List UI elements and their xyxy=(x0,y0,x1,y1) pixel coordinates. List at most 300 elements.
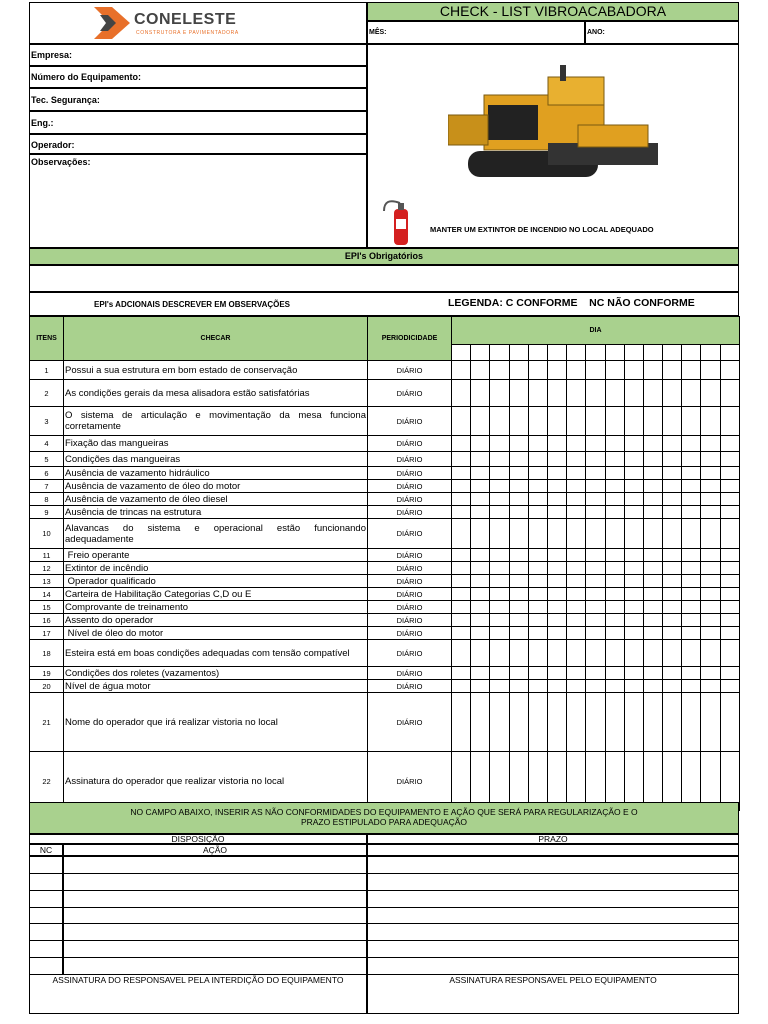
day-check-cell[interactable] xyxy=(624,667,643,680)
day-check-cell[interactable] xyxy=(567,452,586,467)
day-check-cell[interactable] xyxy=(452,452,471,467)
day-check-cell[interactable] xyxy=(701,614,720,627)
day-check-cell[interactable] xyxy=(624,601,643,614)
day-cell[interactable] xyxy=(452,345,471,361)
day-check-cell[interactable] xyxy=(567,575,586,588)
day-check-cell[interactable] xyxy=(682,588,701,601)
day-check-cell[interactable] xyxy=(547,693,566,752)
day-cell[interactable] xyxy=(547,345,566,361)
day-check-cell[interactable] xyxy=(624,575,643,588)
day-check-cell[interactable] xyxy=(509,493,528,506)
day-check-cell[interactable] xyxy=(701,680,720,693)
day-check-cell[interactable] xyxy=(643,480,662,493)
day-check-cell[interactable] xyxy=(701,549,720,562)
day-check-cell[interactable] xyxy=(624,588,643,601)
day-check-cell[interactable] xyxy=(490,493,509,506)
day-check-cell[interactable] xyxy=(471,436,490,452)
day-check-cell[interactable] xyxy=(528,493,547,506)
day-check-cell[interactable] xyxy=(567,549,586,562)
day-check-cell[interactable] xyxy=(490,549,509,562)
day-check-cell[interactable] xyxy=(528,640,547,667)
day-check-cell[interactable] xyxy=(452,480,471,493)
day-check-cell[interactable] xyxy=(509,680,528,693)
day-check-cell[interactable] xyxy=(471,575,490,588)
day-check-cell[interactable] xyxy=(567,627,586,640)
day-check-cell[interactable] xyxy=(509,519,528,549)
action-cell[interactable] xyxy=(63,890,367,908)
day-check-cell[interactable] xyxy=(605,588,624,601)
day-check-cell[interactable] xyxy=(605,436,624,452)
day-check-cell[interactable] xyxy=(586,506,605,519)
day-check-cell[interactable] xyxy=(509,506,528,519)
nc-cell[interactable] xyxy=(29,907,63,925)
day-check-cell[interactable] xyxy=(528,614,547,627)
nc-cell[interactable] xyxy=(29,923,63,941)
day-check-cell[interactable] xyxy=(528,588,547,601)
day-check-cell[interactable] xyxy=(567,519,586,549)
day-check-cell[interactable] xyxy=(547,575,566,588)
day-check-cell[interactable] xyxy=(490,452,509,467)
day-check-cell[interactable] xyxy=(663,407,682,436)
deadline-cell[interactable] xyxy=(367,940,739,958)
day-check-cell[interactable] xyxy=(643,361,662,380)
day-check-cell[interactable] xyxy=(720,549,739,562)
day-check-cell[interactable] xyxy=(701,380,720,407)
day-check-cell[interactable] xyxy=(452,467,471,480)
day-check-cell[interactable] xyxy=(471,549,490,562)
day-check-cell[interactable] xyxy=(605,467,624,480)
day-check-cell[interactable] xyxy=(586,693,605,752)
day-check-cell[interactable] xyxy=(509,667,528,680)
day-check-cell[interactable] xyxy=(643,407,662,436)
day-check-cell[interactable] xyxy=(624,562,643,575)
day-check-cell[interactable] xyxy=(471,467,490,480)
action-cell[interactable] xyxy=(63,957,367,975)
day-check-cell[interactable] xyxy=(624,627,643,640)
day-check-cell[interactable] xyxy=(528,693,547,752)
day-check-cell[interactable] xyxy=(720,380,739,407)
day-check-cell[interactable] xyxy=(605,506,624,519)
day-check-cell[interactable] xyxy=(509,407,528,436)
day-check-cell[interactable] xyxy=(605,601,624,614)
day-check-cell[interactable] xyxy=(567,601,586,614)
day-check-cell[interactable] xyxy=(490,614,509,627)
day-check-cell[interactable] xyxy=(490,693,509,752)
day-check-cell[interactable] xyxy=(452,436,471,452)
day-check-cell[interactable] xyxy=(547,588,566,601)
day-check-cell[interactable] xyxy=(643,467,662,480)
day-check-cell[interactable] xyxy=(509,361,528,380)
day-check-cell[interactable] xyxy=(528,667,547,680)
day-check-cell[interactable] xyxy=(586,407,605,436)
day-check-cell[interactable] xyxy=(605,407,624,436)
day-check-cell[interactable] xyxy=(586,480,605,493)
signature-left[interactable] xyxy=(29,974,367,1014)
day-check-cell[interactable] xyxy=(624,361,643,380)
day-check-cell[interactable] xyxy=(624,407,643,436)
day-check-cell[interactable] xyxy=(471,627,490,640)
day-check-cell[interactable] xyxy=(701,519,720,549)
day-check-cell[interactable] xyxy=(452,680,471,693)
day-check-cell[interactable] xyxy=(547,380,566,407)
day-check-cell[interactable] xyxy=(586,640,605,667)
day-check-cell[interactable] xyxy=(567,493,586,506)
day-cell[interactable] xyxy=(663,345,682,361)
day-check-cell[interactable] xyxy=(471,614,490,627)
day-check-cell[interactable] xyxy=(624,452,643,467)
day-cell[interactable] xyxy=(624,345,643,361)
day-check-cell[interactable] xyxy=(643,575,662,588)
day-check-cell[interactable] xyxy=(720,562,739,575)
day-check-cell[interactable] xyxy=(452,506,471,519)
day-check-cell[interactable] xyxy=(720,627,739,640)
day-check-cell[interactable] xyxy=(471,506,490,519)
day-check-cell[interactable] xyxy=(643,640,662,667)
day-check-cell[interactable] xyxy=(605,380,624,407)
signature-right[interactable] xyxy=(367,974,739,1014)
day-check-cell[interactable] xyxy=(547,480,566,493)
day-check-cell[interactable] xyxy=(720,452,739,467)
month-field[interactable] xyxy=(367,21,585,44)
day-check-cell[interactable] xyxy=(701,693,720,752)
day-check-cell[interactable] xyxy=(720,493,739,506)
day-check-cell[interactable] xyxy=(682,407,701,436)
day-check-cell[interactable] xyxy=(509,436,528,452)
day-check-cell[interactable] xyxy=(624,693,643,752)
day-check-cell[interactable] xyxy=(663,480,682,493)
day-check-cell[interactable] xyxy=(720,588,739,601)
day-check-cell[interactable] xyxy=(528,506,547,519)
day-check-cell[interactable] xyxy=(547,506,566,519)
day-check-cell[interactable] xyxy=(509,549,528,562)
day-cell[interactable] xyxy=(471,345,490,361)
day-check-cell[interactable] xyxy=(452,361,471,380)
day-check-cell[interactable] xyxy=(701,575,720,588)
day-cell[interactable] xyxy=(701,345,720,361)
day-check-cell[interactable] xyxy=(452,380,471,407)
day-check-cell[interactable] xyxy=(663,452,682,467)
day-check-cell[interactable] xyxy=(471,640,490,667)
day-check-cell[interactable] xyxy=(682,601,701,614)
nc-cell[interactable] xyxy=(29,957,63,975)
day-check-cell[interactable] xyxy=(471,407,490,436)
day-check-cell[interactable] xyxy=(547,601,566,614)
day-check-cell[interactable] xyxy=(663,549,682,562)
deadline-cell[interactable] xyxy=(367,957,739,975)
day-check-cell[interactable] xyxy=(471,493,490,506)
day-check-cell[interactable] xyxy=(605,667,624,680)
day-check-cell[interactable] xyxy=(547,452,566,467)
deadline-cell[interactable] xyxy=(367,923,739,941)
day-check-cell[interactable] xyxy=(490,575,509,588)
day-check-cell[interactable] xyxy=(567,506,586,519)
day-check-cell[interactable] xyxy=(701,436,720,452)
day-check-cell[interactable] xyxy=(509,588,528,601)
day-check-cell[interactable] xyxy=(452,407,471,436)
day-check-cell[interactable] xyxy=(471,361,490,380)
day-check-cell[interactable] xyxy=(567,562,586,575)
day-check-cell[interactable] xyxy=(720,693,739,752)
day-cell[interactable] xyxy=(605,345,624,361)
day-check-cell[interactable] xyxy=(682,519,701,549)
day-check-cell[interactable] xyxy=(643,627,662,640)
day-check-cell[interactable] xyxy=(605,361,624,380)
day-check-cell[interactable] xyxy=(586,680,605,693)
day-check-cell[interactable] xyxy=(605,614,624,627)
day-check-cell[interactable] xyxy=(490,436,509,452)
day-check-cell[interactable] xyxy=(701,640,720,667)
day-check-cell[interactable] xyxy=(490,680,509,693)
day-check-cell[interactable] xyxy=(605,693,624,752)
day-check-cell[interactable] xyxy=(624,480,643,493)
day-check-cell[interactable] xyxy=(452,693,471,752)
day-cell[interactable] xyxy=(720,345,739,361)
day-check-cell[interactable] xyxy=(509,480,528,493)
day-check-cell[interactable] xyxy=(586,361,605,380)
day-check-cell[interactable] xyxy=(586,519,605,549)
day-check-cell[interactable] xyxy=(701,667,720,680)
day-check-cell[interactable] xyxy=(490,562,509,575)
day-check-cell[interactable] xyxy=(720,480,739,493)
observations-field[interactable] xyxy=(29,154,367,248)
day-check-cell[interactable] xyxy=(452,614,471,627)
day-check-cell[interactable] xyxy=(471,693,490,752)
nc-cell[interactable] xyxy=(29,940,63,958)
day-check-cell[interactable] xyxy=(720,575,739,588)
day-check-cell[interactable] xyxy=(663,588,682,601)
day-check-cell[interactable] xyxy=(490,601,509,614)
day-check-cell[interactable] xyxy=(682,667,701,680)
day-check-cell[interactable] xyxy=(720,640,739,667)
day-check-cell[interactable] xyxy=(452,575,471,588)
day-check-cell[interactable] xyxy=(567,467,586,480)
day-check-cell[interactable] xyxy=(643,614,662,627)
action-cell[interactable] xyxy=(63,907,367,925)
deadline-cell[interactable] xyxy=(367,890,739,908)
day-check-cell[interactable] xyxy=(528,407,547,436)
day-check-cell[interactable] xyxy=(586,614,605,627)
day-check-cell[interactable] xyxy=(663,601,682,614)
nc-cell[interactable] xyxy=(29,873,63,891)
day-check-cell[interactable] xyxy=(509,614,528,627)
day-check-cell[interactable] xyxy=(624,549,643,562)
day-check-cell[interactable] xyxy=(663,519,682,549)
day-check-cell[interactable] xyxy=(605,493,624,506)
day-check-cell[interactable] xyxy=(720,506,739,519)
day-check-cell[interactable] xyxy=(452,562,471,575)
day-check-cell[interactable] xyxy=(567,361,586,380)
day-check-cell[interactable] xyxy=(567,640,586,667)
day-check-cell[interactable] xyxy=(643,493,662,506)
day-check-cell[interactable] xyxy=(682,380,701,407)
day-check-cell[interactable] xyxy=(605,575,624,588)
day-check-cell[interactable] xyxy=(586,562,605,575)
day-check-cell[interactable] xyxy=(528,380,547,407)
day-check-cell[interactable] xyxy=(643,680,662,693)
day-check-cell[interactable] xyxy=(586,588,605,601)
day-check-cell[interactable] xyxy=(471,519,490,549)
day-check-cell[interactable] xyxy=(701,506,720,519)
nc-cell[interactable] xyxy=(29,890,63,908)
day-check-cell[interactable] xyxy=(509,601,528,614)
day-check-cell[interactable] xyxy=(682,627,701,640)
day-check-cell[interactable] xyxy=(643,519,662,549)
day-check-cell[interactable] xyxy=(490,519,509,549)
day-check-cell[interactable] xyxy=(547,562,566,575)
day-check-cell[interactable] xyxy=(509,452,528,467)
day-check-cell[interactable] xyxy=(682,640,701,667)
day-check-cell[interactable] xyxy=(567,407,586,436)
day-check-cell[interactable] xyxy=(509,562,528,575)
day-check-cell[interactable] xyxy=(720,467,739,480)
day-check-cell[interactable] xyxy=(490,667,509,680)
day-check-cell[interactable] xyxy=(528,549,547,562)
year-field[interactable] xyxy=(585,21,739,44)
equipment-number-field[interactable] xyxy=(29,66,367,88)
day-check-cell[interactable] xyxy=(567,480,586,493)
day-check-cell[interactable] xyxy=(701,562,720,575)
day-check-cell[interactable] xyxy=(605,680,624,693)
day-check-cell[interactable] xyxy=(509,640,528,667)
day-check-cell[interactable] xyxy=(528,562,547,575)
day-check-cell[interactable] xyxy=(682,467,701,480)
day-check-cell[interactable] xyxy=(720,407,739,436)
day-check-cell[interactable] xyxy=(663,640,682,667)
day-check-cell[interactable] xyxy=(663,361,682,380)
day-check-cell[interactable] xyxy=(701,407,720,436)
day-check-cell[interactable] xyxy=(682,361,701,380)
day-check-cell[interactable] xyxy=(528,452,547,467)
day-check-cell[interactable] xyxy=(720,519,739,549)
day-check-cell[interactable] xyxy=(624,680,643,693)
day-check-cell[interactable] xyxy=(528,519,547,549)
day-check-cell[interactable] xyxy=(547,627,566,640)
day-check-cell[interactable] xyxy=(682,614,701,627)
action-cell[interactable] xyxy=(63,923,367,941)
day-check-cell[interactable] xyxy=(528,601,547,614)
day-check-cell[interactable] xyxy=(490,407,509,436)
action-cell[interactable] xyxy=(63,873,367,891)
day-check-cell[interactable] xyxy=(682,693,701,752)
day-check-cell[interactable] xyxy=(624,467,643,480)
day-check-cell[interactable] xyxy=(471,601,490,614)
day-check-cell[interactable] xyxy=(528,480,547,493)
epi-field[interactable] xyxy=(29,265,739,292)
day-check-cell[interactable] xyxy=(643,452,662,467)
day-cell[interactable] xyxy=(509,345,528,361)
day-check-cell[interactable] xyxy=(624,614,643,627)
day-check-cell[interactable] xyxy=(452,640,471,667)
day-check-cell[interactable] xyxy=(701,493,720,506)
day-check-cell[interactable] xyxy=(586,452,605,467)
day-check-cell[interactable] xyxy=(471,452,490,467)
day-check-cell[interactable] xyxy=(663,693,682,752)
day-check-cell[interactable] xyxy=(682,506,701,519)
day-check-cell[interactable] xyxy=(624,640,643,667)
day-check-cell[interactable] xyxy=(701,588,720,601)
day-cell[interactable] xyxy=(682,345,701,361)
day-check-cell[interactable] xyxy=(452,667,471,680)
day-check-cell[interactable] xyxy=(490,640,509,667)
day-check-cell[interactable] xyxy=(471,380,490,407)
day-check-cell[interactable] xyxy=(452,519,471,549)
day-check-cell[interactable] xyxy=(528,436,547,452)
day-check-cell[interactable] xyxy=(490,467,509,480)
day-check-cell[interactable] xyxy=(663,436,682,452)
day-check-cell[interactable] xyxy=(605,549,624,562)
day-check-cell[interactable] xyxy=(682,452,701,467)
deadline-cell[interactable] xyxy=(367,856,739,874)
day-check-cell[interactable] xyxy=(701,627,720,640)
day-check-cell[interactable] xyxy=(547,680,566,693)
day-check-cell[interactable] xyxy=(567,380,586,407)
day-check-cell[interactable] xyxy=(682,562,701,575)
day-check-cell[interactable] xyxy=(490,361,509,380)
day-check-cell[interactable] xyxy=(624,493,643,506)
day-check-cell[interactable] xyxy=(682,549,701,562)
day-check-cell[interactable] xyxy=(547,361,566,380)
day-check-cell[interactable] xyxy=(701,361,720,380)
day-check-cell[interactable] xyxy=(547,436,566,452)
day-check-cell[interactable] xyxy=(547,493,566,506)
day-check-cell[interactable] xyxy=(528,680,547,693)
day-check-cell[interactable] xyxy=(643,693,662,752)
day-check-cell[interactable] xyxy=(567,614,586,627)
operator-field[interactable] xyxy=(29,134,367,154)
day-check-cell[interactable] xyxy=(720,680,739,693)
safety-tech-field[interactable] xyxy=(29,88,367,111)
day-check-cell[interactable] xyxy=(663,614,682,627)
day-check-cell[interactable] xyxy=(452,588,471,601)
day-check-cell[interactable] xyxy=(452,549,471,562)
day-check-cell[interactable] xyxy=(509,467,528,480)
day-check-cell[interactable] xyxy=(643,436,662,452)
day-check-cell[interactable] xyxy=(471,680,490,693)
day-check-cell[interactable] xyxy=(663,627,682,640)
day-check-cell[interactable] xyxy=(547,407,566,436)
day-check-cell[interactable] xyxy=(547,667,566,680)
day-check-cell[interactable] xyxy=(547,614,566,627)
day-check-cell[interactable] xyxy=(452,601,471,614)
day-check-cell[interactable] xyxy=(643,380,662,407)
day-check-cell[interactable] xyxy=(567,693,586,752)
day-check-cell[interactable] xyxy=(471,588,490,601)
day-check-cell[interactable] xyxy=(720,601,739,614)
day-check-cell[interactable] xyxy=(663,493,682,506)
action-cell[interactable] xyxy=(63,856,367,874)
engineer-field[interactable] xyxy=(29,111,367,134)
deadline-cell[interactable] xyxy=(367,873,739,891)
day-check-cell[interactable] xyxy=(509,380,528,407)
day-check-cell[interactable] xyxy=(663,506,682,519)
day-check-cell[interactable] xyxy=(528,361,547,380)
day-cell[interactable] xyxy=(490,345,509,361)
day-check-cell[interactable] xyxy=(509,575,528,588)
day-check-cell[interactable] xyxy=(605,452,624,467)
nc-cell[interactable] xyxy=(29,856,63,874)
day-check-cell[interactable] xyxy=(471,667,490,680)
day-check-cell[interactable] xyxy=(720,436,739,452)
day-check-cell[interactable] xyxy=(490,380,509,407)
day-check-cell[interactable] xyxy=(509,627,528,640)
day-check-cell[interactable] xyxy=(701,452,720,467)
day-check-cell[interactable] xyxy=(701,480,720,493)
day-check-cell[interactable] xyxy=(605,627,624,640)
day-check-cell[interactable] xyxy=(701,601,720,614)
day-check-cell[interactable] xyxy=(509,693,528,752)
day-check-cell[interactable] xyxy=(567,667,586,680)
day-check-cell[interactable] xyxy=(452,493,471,506)
